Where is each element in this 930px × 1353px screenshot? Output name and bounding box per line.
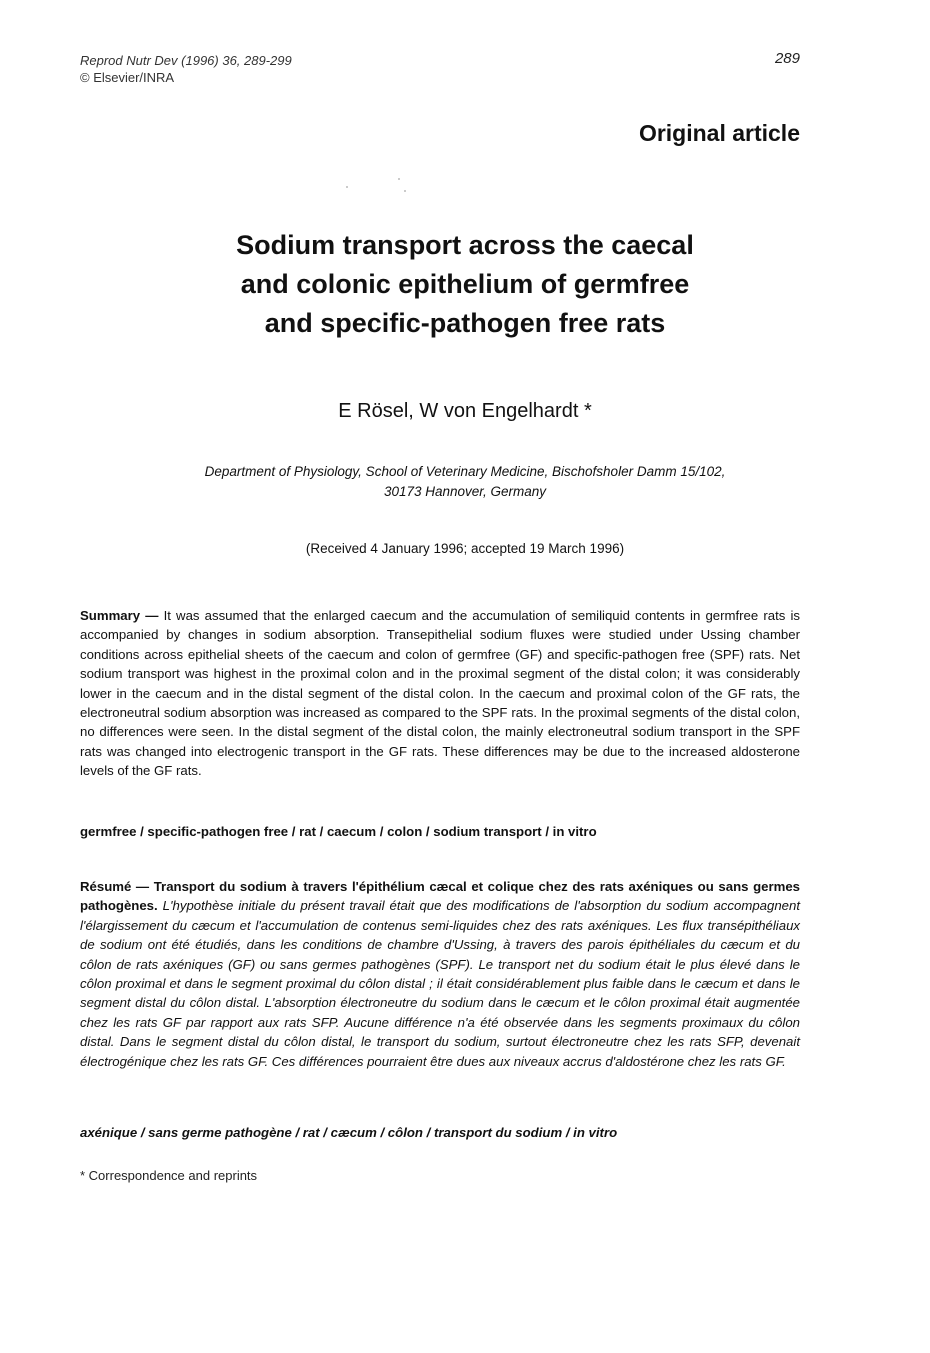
summary-abstract (80, 606, 800, 781)
title-line: and specific-pathogen free rats (264, 308, 666, 338)
authors: E Rösel, W von Engelhardt * (338, 400, 592, 422)
title-line: Sodium transport across the caecal (236, 230, 694, 260)
scan-speck (404, 190, 406, 192)
affiliation (100, 462, 830, 502)
summary-label: Summary — (80, 608, 164, 623)
scan-speck (398, 178, 400, 180)
journal-citation: Reprod Nutr Dev (1996) 36, 289-299 (80, 53, 292, 68)
title-line: and colonic epithelium of germfree (240, 269, 690, 299)
article-title (140, 226, 790, 343)
publisher-line: © Elsevier/INRA (80, 70, 175, 85)
page-number: 289 (774, 50, 800, 67)
resume-abstract (80, 877, 800, 1071)
article-type-label: Original article (638, 120, 800, 146)
scan-speck (346, 186, 348, 188)
received-dates: (Received 4 January 1996; accepted 19 March 1996) (305, 541, 625, 556)
resume-text: L'hypothèse initiale du présent travail était que des modifications de l'absorption du sodium accompagnent l'élargissement du cæcum et l'accumulation de contenus semi-liquides chez des rats axéniques. Les flux transépithéliaux de sodium ont été étudiés, dans les conditions de chambre d'Ussing, à travers des parois épithéliales du cæcum et du côlon de rats axéniques (GF) ou sans germes pathogènes (SPF). Le transport net du sodium était le plus élevé dans le côlon proximal et dans le segment proximal du côlon distal ; il était considérablement plus faible dans le cæcum et dans le segment distal du côlon distal. L'absorption électroneutre du sodium dans le cæcum et le côlon proximal était augmentée chez les rats GF par rapport aux rats SFP. Aucune différence n'a été observée dans les segments proximaux du côlon distal. Dans le segment distal du côlon distal, le transport du sodium, surtout électroneutre chez les rats SFP, devenait électrogénique chez les rats GF. Ces différences pourraient être dues aux niveaux accrus d'aldostérone chez les rats GF. (80, 898, 800, 1069)
journal-header (80, 52, 292, 86)
footnote: * Correspondence and reprints (80, 1168, 258, 1183)
resume-label: Résumé — Transport du sodium à travers l'épithélium cæcal et colique chez des rats axéniques ou sans germes pathogènes. (80, 879, 800, 914)
affiliation-line: 30173 Hannover, Germany (383, 484, 547, 499)
mots-cles: axénique / sans germe pathogène / rat / cæcum / côlon / transport du sodium / in vitro (80, 1125, 618, 1140)
affiliation-line: Department of Physiology, School of Veterinary Medicine, Bischofsholer Damm 15/102, (204, 464, 726, 479)
keywords: germfree / specific-pathogen free / rat / caecum / colon / sodium transport / in vitro (80, 824, 597, 839)
summary-text: It was assumed that the enlarged caecum and the accumulation of semiliquid contents in germfree rats is accompanied by changes in sodium absorption. Transepithelial sodium fluxes were studied under Ussing chamber conditions across epithelial sheets of the caecum and colon of germfree (GF) and specific-pathogen free (SPF) rats. Net sodium transport was highest in the proximal colon and in the proximal segment of the distal colon; it was considerably lower in the caecum and in the distal segment of the distal colon. In the caecum and proximal colon of the GF rats, the electroneutral sodium absorption was increased as compared to the SPF rats. In the proximal segments of the distal colon, no differences were seen. In the distal segment of the distal colon, the mainly electroneutral sodium transport in the SPF rats was changed into electrogenic transport in the GF rats. These differences may be due to the increased aldosterone levels of the GF rats. (80, 608, 800, 779)
